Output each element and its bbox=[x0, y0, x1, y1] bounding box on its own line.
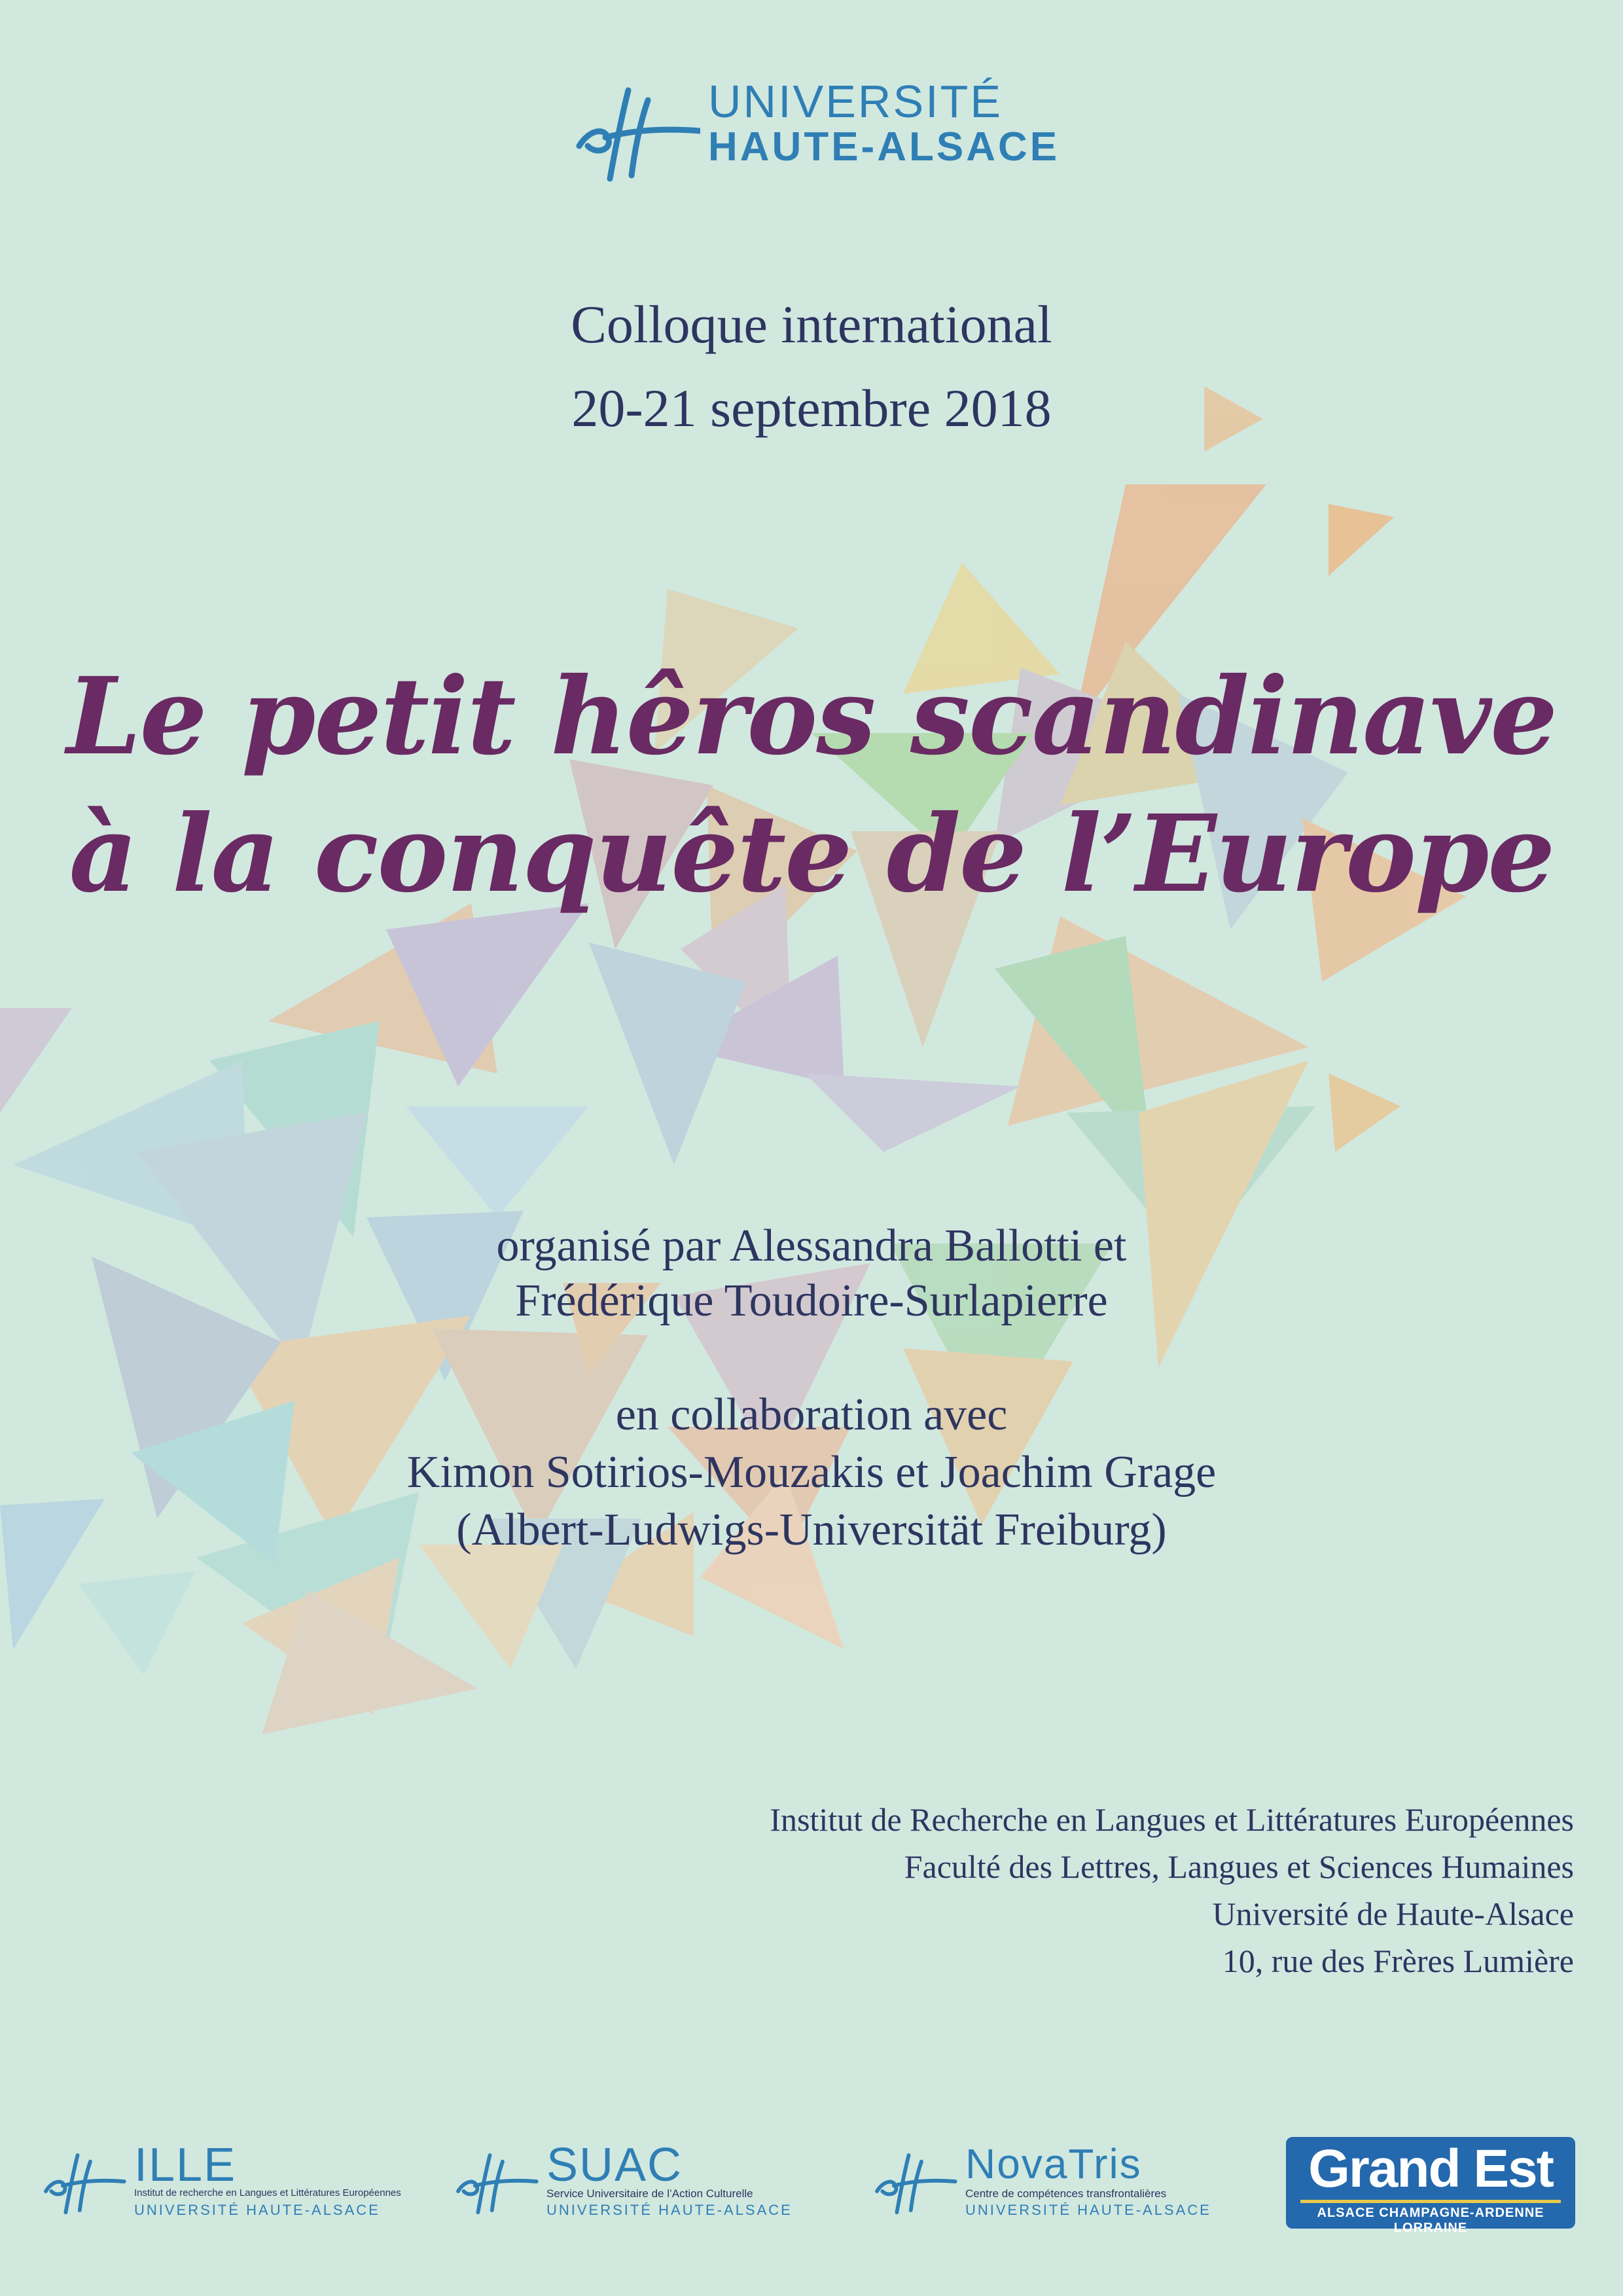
uha-emblem-icon bbox=[448, 2147, 540, 2219]
suac-university: UNIVERSITÉ HAUTE-ALSACE bbox=[546, 2202, 793, 2218]
university-name-line2: HAUTE-ALSACE bbox=[708, 124, 1060, 170]
ille-description: Institut de recherche en Langues et Littératures Européennes bbox=[134, 2187, 401, 2198]
poster-title bbox=[0, 648, 1623, 923]
grand-est-name: Grand Est bbox=[1308, 2139, 1553, 2198]
novatris-logo bbox=[867, 2134, 1260, 2232]
organizers-line2: Frédérique Toudoire-Surlapierre bbox=[515, 1276, 1108, 1326]
ille-name: ILLE bbox=[134, 2139, 237, 2191]
uha-emblem-icon bbox=[36, 2147, 128, 2219]
address-line3: Université de Haute-Alsace bbox=[1212, 1895, 1574, 1932]
suac-name: SUAC bbox=[546, 2139, 683, 2191]
address-block bbox=[770, 1796, 1574, 1984]
address-line1: Institut de Recherche en Langues et Littératures Européennes bbox=[770, 1801, 1574, 1838]
collaboration-line1: en collaboration avec bbox=[615, 1390, 1008, 1440]
collaboration-line3: (Albert-Ludwigs-Universität Freiburg) bbox=[456, 1505, 1167, 1555]
university-name-line1: UNIVERSITÉ bbox=[708, 76, 1003, 127]
university-name bbox=[708, 76, 1060, 170]
suac-description: Service Universitaire de l’Action Culturelle bbox=[546, 2187, 753, 2200]
poster-title-line1: Le petit hêros scandinave bbox=[66, 655, 1557, 779]
uha-emblem-icon bbox=[867, 2147, 959, 2219]
collaboration-line2: Kimon Sotirios-Mouzakis et Joachim Grage bbox=[406, 1447, 1217, 1498]
ille-university: UNIVERSITÉ HAUTE-ALSACE bbox=[134, 2202, 380, 2218]
organizers-line1: organisé par Alessandra Ballotti et bbox=[496, 1221, 1127, 1271]
novatris-name: NovaTris bbox=[965, 2140, 1142, 2187]
novatris-university: UNIVERSITÉ HAUTE-ALSACE bbox=[965, 2202, 1211, 2218]
grand-est-subtitle: ALSACE CHAMPAGNE-ARDENNE LORRAINE bbox=[1317, 2206, 1544, 2235]
address-line2: Faculté des Lettres, Langues et Sciences Humaines bbox=[904, 1848, 1574, 1885]
grand-est-divider bbox=[1300, 2200, 1561, 2203]
address-line4: 10, rue des Frères Lumière bbox=[1222, 1943, 1574, 1979]
collaboration bbox=[0, 1386, 1623, 1559]
event-info bbox=[0, 283, 1623, 450]
event-dates: 20-21 septembre 2018 bbox=[571, 378, 1052, 438]
grand-est-logo bbox=[1286, 2137, 1575, 2235]
poster-title-line2: à la conquête de l’Europe bbox=[69, 792, 1554, 916]
novatris-description: Centre de compétences transfrontalières bbox=[965, 2187, 1167, 2200]
ille-logo bbox=[36, 2134, 429, 2232]
uha-emblem-icon bbox=[569, 77, 700, 188]
suac-logo bbox=[448, 2134, 841, 2232]
organizers bbox=[0, 1219, 1623, 1329]
event-type: Colloque international bbox=[571, 295, 1052, 354]
